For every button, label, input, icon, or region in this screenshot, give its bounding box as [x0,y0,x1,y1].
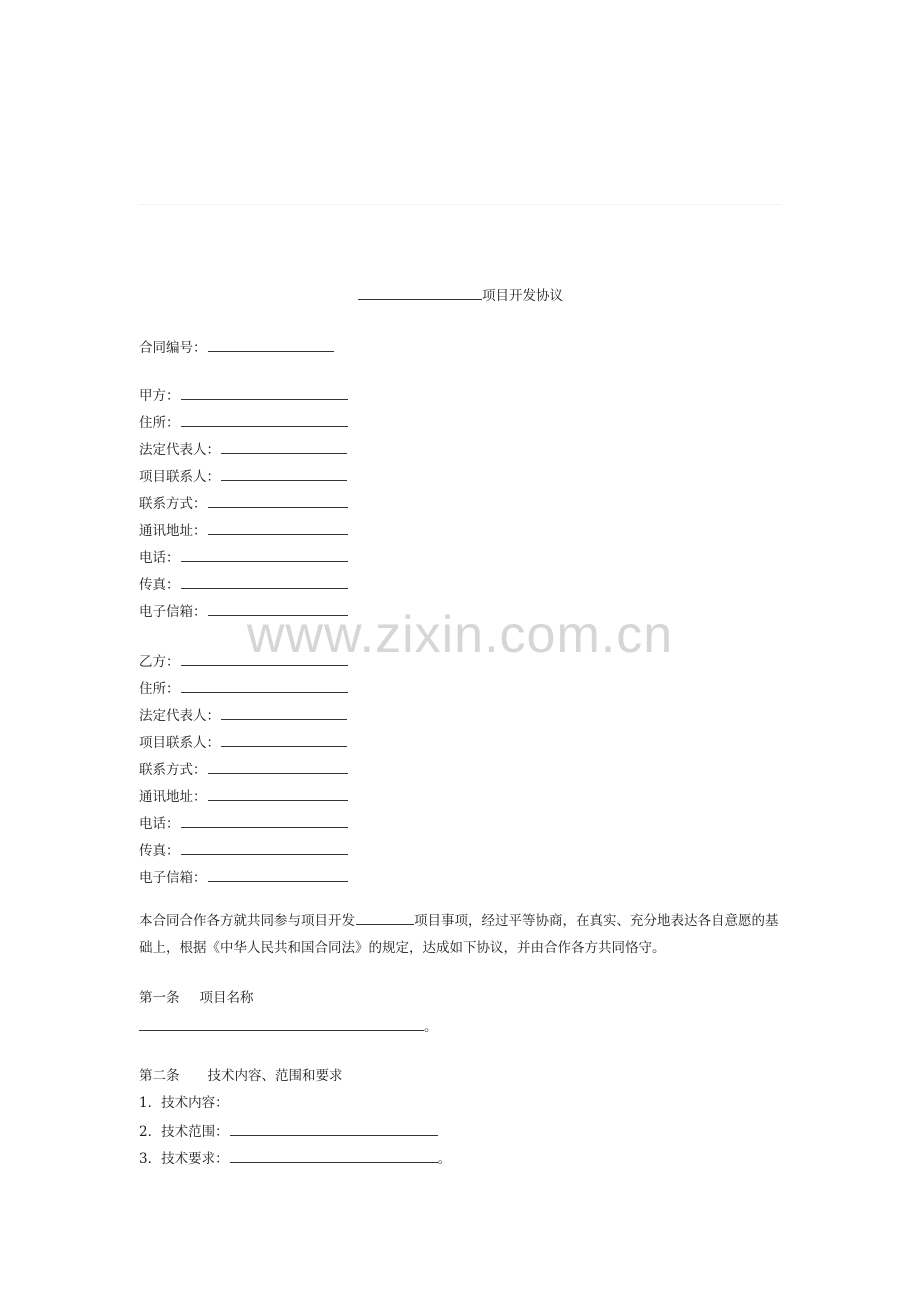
article-2-item [139,1093,229,1113]
article-1-heading [139,988,254,1008]
end-mark: 。 [424,1019,438,1035]
article-2-heading [139,1066,343,1086]
field-blank [208,519,348,535]
party-b-field-row [139,839,348,861]
party-a-blank [181,384,348,400]
article-number: 第二条 [139,1068,180,1084]
item-blank [230,1147,438,1163]
field-blank [181,677,348,693]
party-a-name-row [139,384,348,406]
article-number: 第一条 [139,990,180,1006]
end-mark: 。 [437,1151,452,1167]
party-b-field-row [139,677,348,699]
project-blank [356,909,414,925]
field-label: 通讯地址： [139,523,207,539]
article-2-item [139,1120,438,1142]
field-label: 电话： [139,550,180,566]
field-label: 电话： [139,816,180,832]
contract-number-label: 合同编号： [139,340,207,356]
preamble-text-start: 本合同合作各方就共同参与项目开发 [139,913,355,929]
field-label: 传真： [139,577,180,593]
item-label: 3．技术要求： [139,1151,229,1167]
field-blank [208,758,348,774]
item-label: 1．技术内容： [139,1095,229,1111]
party-a-field-row [139,411,348,433]
field-blank [181,546,348,562]
party-a-field-row [139,546,348,568]
title-blank [358,284,482,300]
article-2-item [139,1147,451,1169]
field-blank [181,573,348,589]
party-a-field-row [139,492,348,514]
header-rule [138,204,782,205]
field-blank [181,411,348,427]
field-label: 联系方式： [139,496,207,512]
article-title: 项目名称 [199,990,254,1006]
article-title: 技术内容、范围和要求 [207,1068,343,1084]
party-a-field-row [139,519,348,541]
article-1-blank-row [139,1015,438,1037]
item-blank [230,1120,438,1136]
party-a-field-row [139,438,347,460]
field-label: 住所： [139,681,180,697]
field-label: 电子信箱： [139,870,207,886]
field-blank [221,438,347,454]
project-name-blank [139,1015,424,1031]
field-blank [208,492,348,508]
field-blank [181,812,348,828]
field-blank [181,839,348,855]
field-blank [221,704,347,720]
field-blank [221,465,347,481]
field-label: 通讯地址： [139,789,207,805]
contract-number-row [139,336,334,358]
watermark: www.zixin.com.cn [246,606,674,664]
field-blank [208,866,348,882]
field-label: 传真： [139,843,180,859]
title-text: 项目开发协议 [482,288,563,304]
party-b-field-row [139,866,348,888]
field-label: 项目联系人： [139,735,220,751]
field-blank [208,785,348,801]
document-title [0,284,920,306]
party-b-field-row [139,731,347,753]
preamble-paragraph [139,908,789,962]
party-b-label: 乙方： [139,654,180,670]
party-b-field-row [139,812,348,834]
field-label: 法定代表人： [139,708,220,724]
party-a-field-row [139,465,347,487]
field-label: 项目联系人： [139,469,220,485]
preamble-text-end: 项目事项，经过平等协商，在真实、充分地表达各自意愿的基础上，根据《中华人民共和国合同法》的规定，达成如下协议，并由合作各方共同恪守。 [139,913,779,956]
party-a-label: 甲方： [139,388,180,404]
field-label: 电子信箱： [139,604,207,620]
field-blank [221,731,347,747]
field-label: 法定代表人： [139,442,220,458]
item-label: 2．技术范围： [139,1124,229,1140]
party-b-field-row [139,758,348,780]
party-b-field-row [139,785,348,807]
field-label: 联系方式： [139,762,207,778]
field-label: 住所： [139,415,180,431]
party-a-field-row [139,573,348,595]
contract-number-blank [208,336,334,352]
party-b-field-row [139,704,347,726]
